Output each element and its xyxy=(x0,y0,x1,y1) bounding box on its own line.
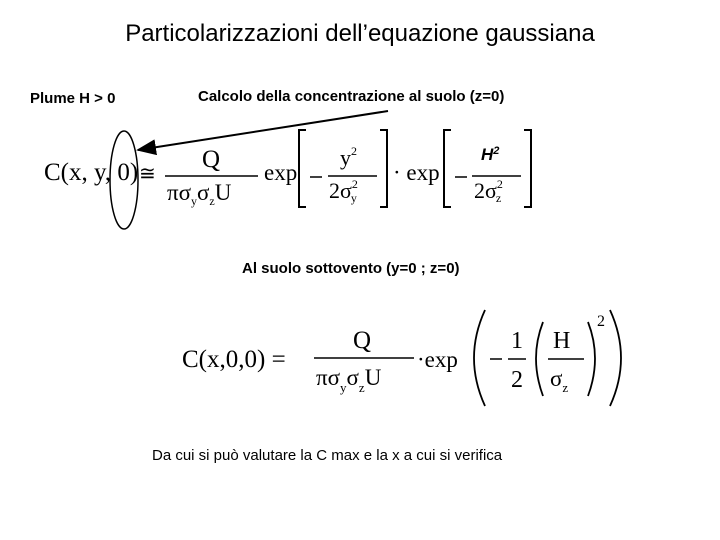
f2-half-den: 2 xyxy=(511,367,523,393)
f1-exp2: · exp xyxy=(393,160,440,185)
f1-overlay-h2: $H^2$ xyxy=(481,145,500,164)
f1-denominator: $\pi\sigma_y\sigma_zU$ xyxy=(167,180,232,208)
f1-approx: ≅ xyxy=(139,161,156,185)
ground-label: Al suolo sottovento (y=0 ; z=0) xyxy=(242,260,460,277)
f1-h-den: $2\sigma^2$ z xyxy=(474,177,503,205)
f1-y-num: $y^2$ xyxy=(340,144,357,170)
f2-lhs: C(x,0,0) = xyxy=(182,346,286,373)
f2-h: H xyxy=(553,328,571,354)
f1-lhs: C(x, y, 0) xyxy=(44,159,139,186)
formula-2 xyxy=(182,310,621,406)
f1-numerator: Q xyxy=(202,146,221,173)
conclusion-text: Da cui si può valutare la C max e la x a cui si verifica xyxy=(152,447,503,464)
f2-numerator: Q xyxy=(353,327,372,354)
f1-y-den: $2\sigma^2$ y xyxy=(329,177,358,205)
f2-exp: ·exp xyxy=(417,347,458,372)
f2-denominator: $\pi\sigma_y\sigma_zU$ xyxy=(316,365,382,395)
calc-label: Calcolo della concentrazione al suolo (z=0) xyxy=(198,88,505,105)
slide-title: Particolarizzazioni dell’equazione gaussiana xyxy=(125,20,595,47)
f1-exp1: exp xyxy=(264,160,298,185)
formula-1 xyxy=(44,130,531,229)
plume-label: Plume H > 0 xyxy=(30,90,116,107)
f2-power: 2 xyxy=(597,313,605,330)
f2-half-num: 1 xyxy=(511,328,523,354)
f2-sigma-z: $\sigma_z$ xyxy=(550,366,569,395)
